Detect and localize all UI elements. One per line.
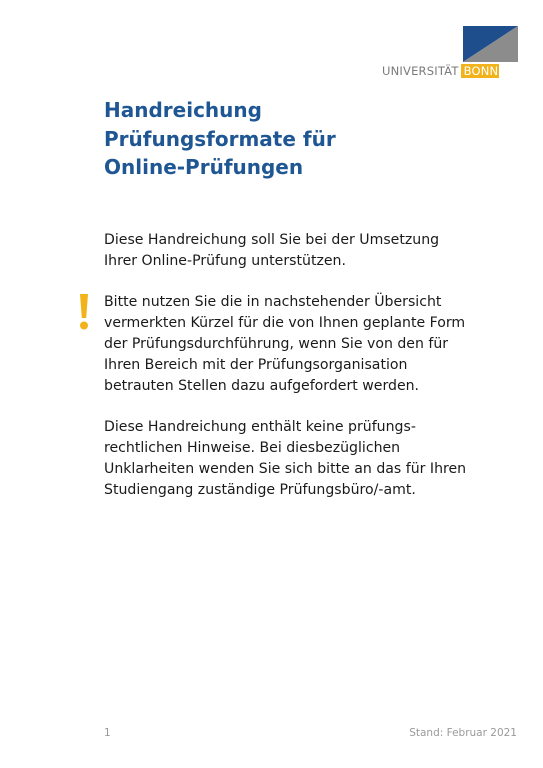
notice-line: Bitte nutzen Sie die in nachstehender Übersicht [104,294,442,310]
document-date: Stand: Februar 2021 [409,727,517,739]
disclaimer-line: rechtlichen Hinweise. Bei diesbezüglichen [104,440,401,456]
notice-line: betrauten Stellen dazu aufgefordert werden. [104,378,420,394]
logo-university-text: UNIVERSITÄT [382,64,459,78]
intro-line: Diese Handreichung soll Sie bei der Umsetzung [104,232,440,248]
disclaimer-paragraph [104,417,466,501]
notice-line: der Prüfungsdurchführung, wenn Sie von den für [104,336,449,352]
disclaimer-line: Unklarheiten wenden Sie sich bitte an das für Ihren [104,461,467,477]
document-title [104,96,336,182]
disclaimer-line: Diese Handreichung enthält keine prüfungs- [104,419,416,435]
notice-line: Ihren Bereich mit der Prüfungsorganisation [104,357,408,373]
title-line: Online-Prüfungen [104,155,304,179]
intro-line: Ihrer Online-Prüfung unterstützen. [104,253,346,269]
disclaimer-line: Studiengang zuständige Prüfungsbüro/-amt. [104,482,416,498]
logo-mark-icon [463,26,518,62]
university-logo [382,26,518,78]
notice-paragraph [104,292,465,397]
notice-line: vermerkten Kürzel für die von Ihnen geplante Form [104,315,466,331]
logo-wordmark [382,64,499,78]
intro-paragraph [104,230,439,272]
title-line: Handreichung [104,98,262,122]
exclamation-icon [76,294,92,330]
logo-city-text: BONN [461,64,499,78]
page-number: 1 [104,727,111,739]
title-line: Prüfungsformate für [104,126,336,151]
